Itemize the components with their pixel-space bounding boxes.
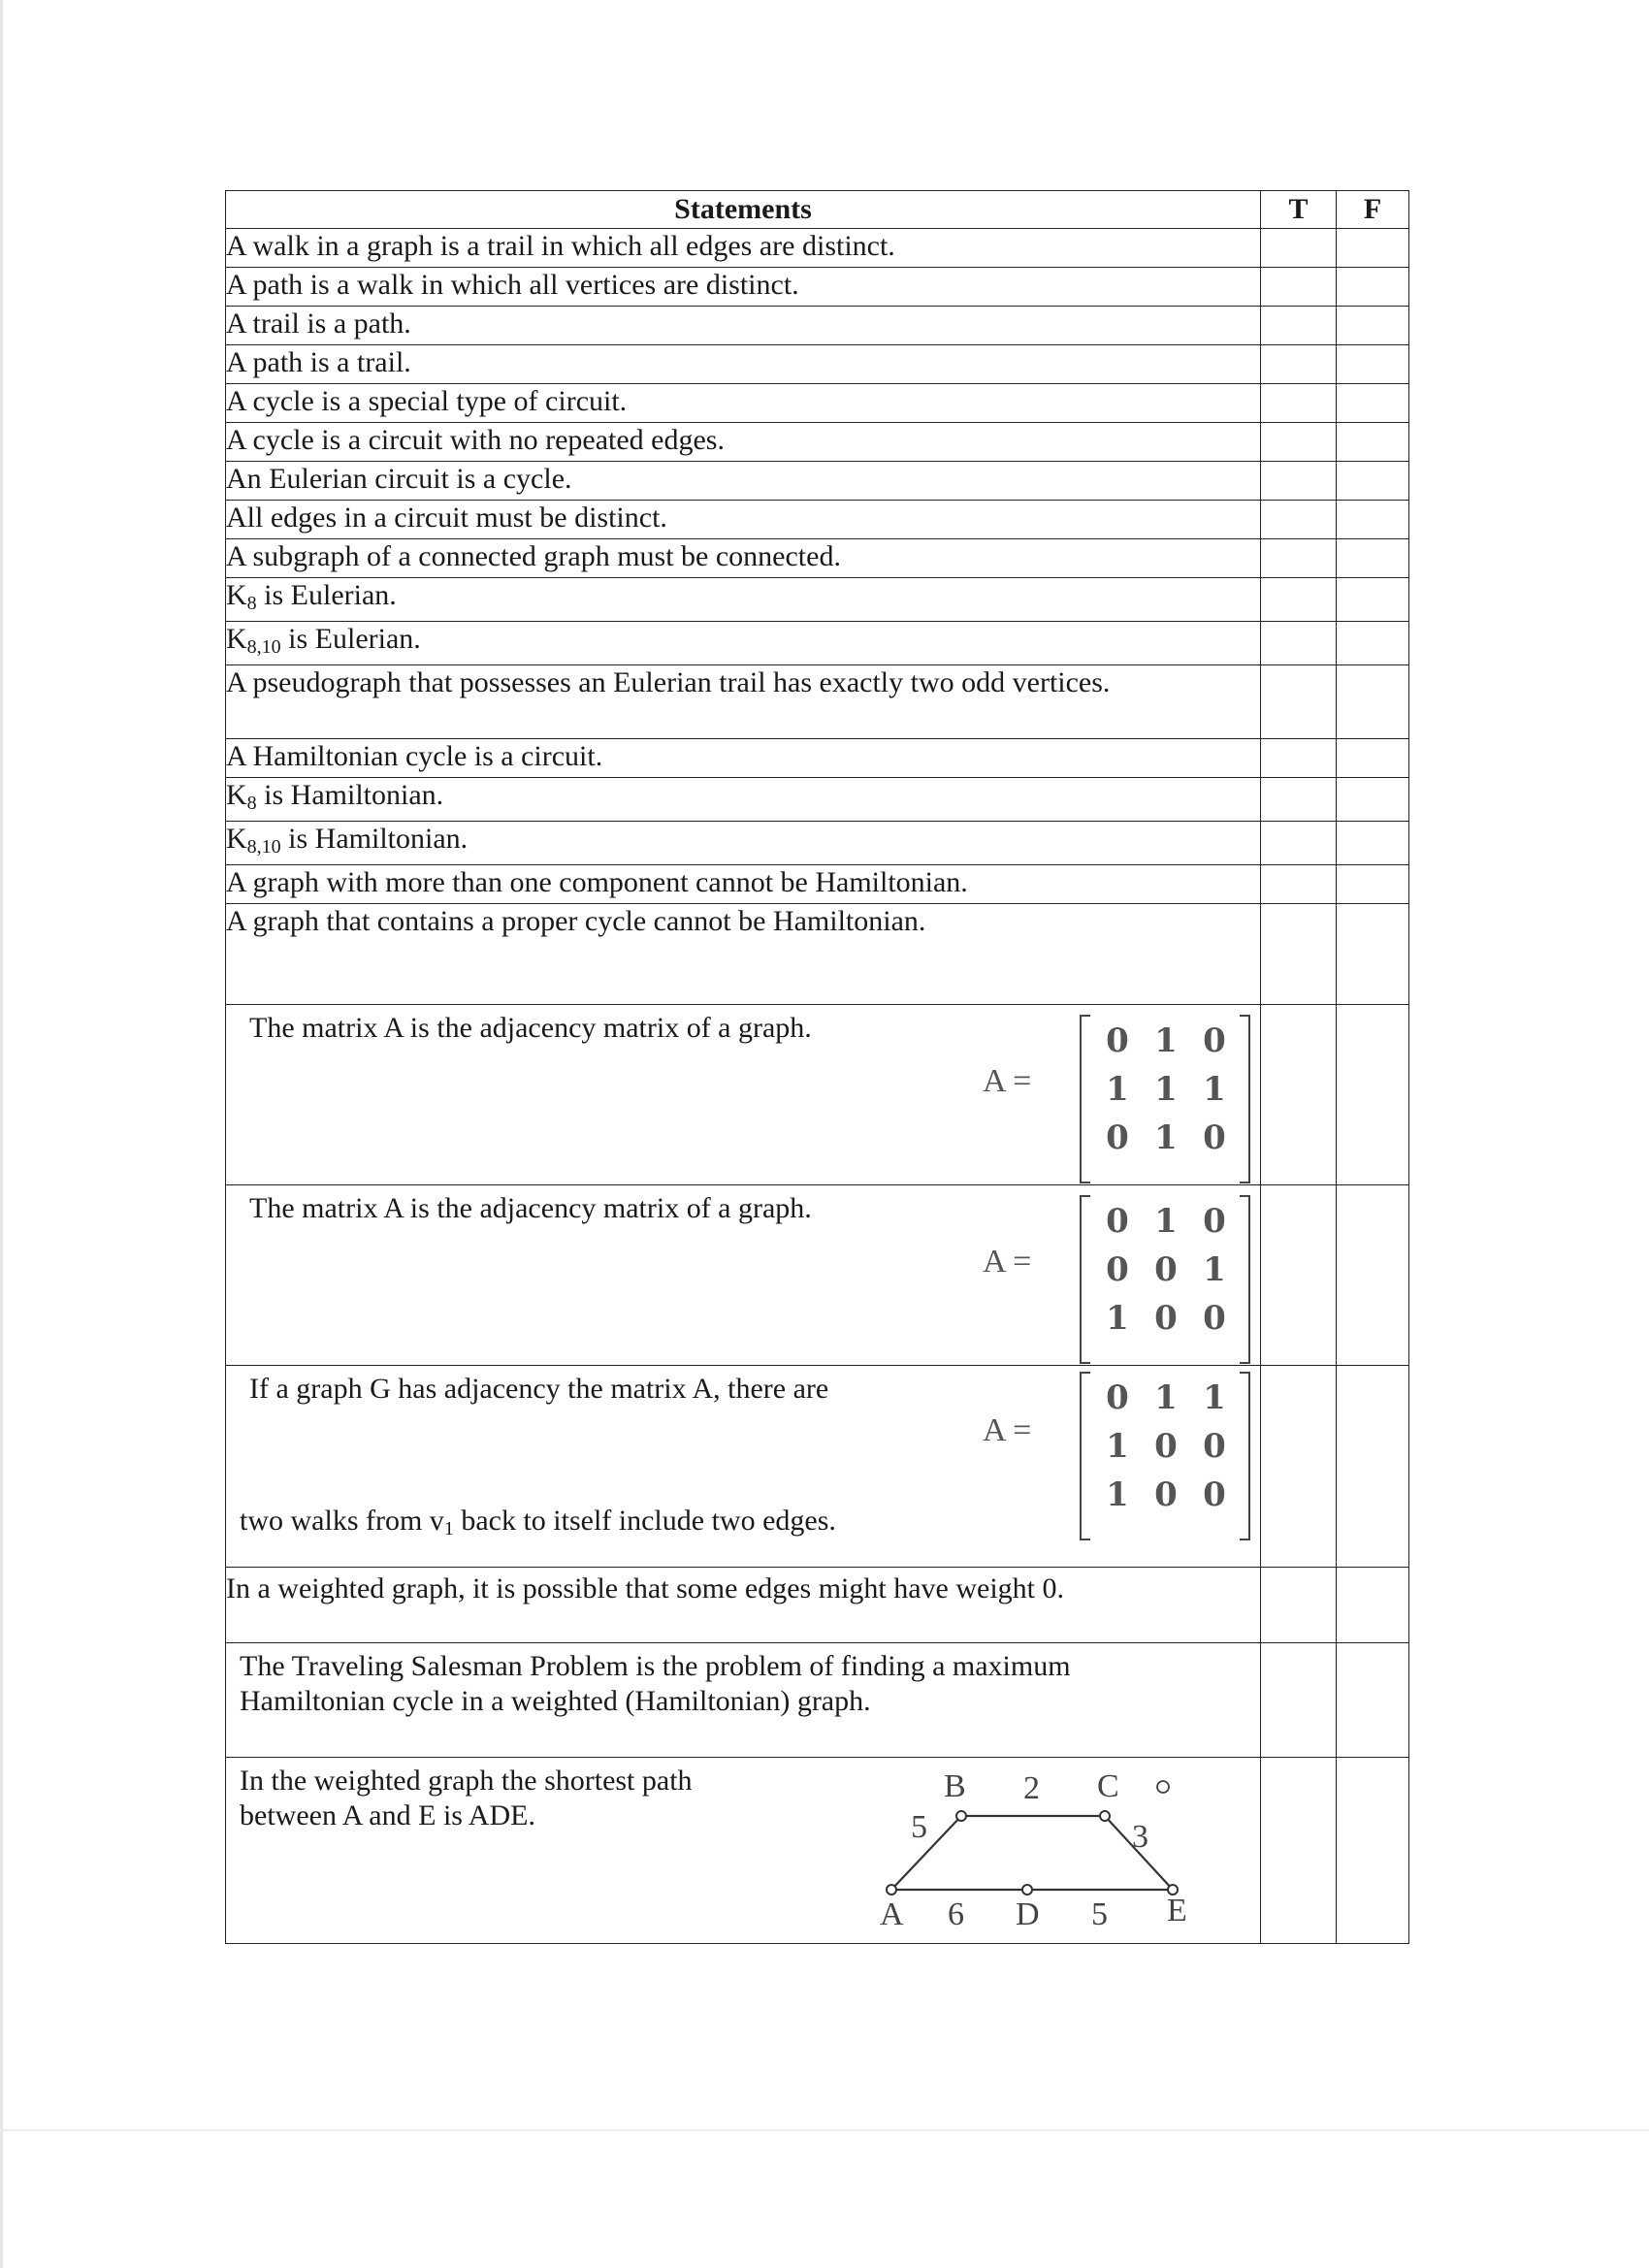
false-answer-cell[interactable]: [1337, 384, 1409, 423]
edge-weight-label: 5: [1091, 1896, 1108, 1932]
matrix-entries: [1093, 1203, 1239, 1337]
true-answer-cell[interactable]: [1261, 1005, 1337, 1185]
statement-row: [226, 268, 1409, 307]
k-symbol: K: [226, 779, 247, 811]
walks-text-pre: two walks from v: [240, 1505, 444, 1537]
matrix-entry: 1: [1154, 1021, 1178, 1060]
false-answer-cell[interactable]: [1337, 822, 1409, 865]
true-answer-cell[interactable]: [1261, 622, 1337, 665]
matrix-entry: 0: [1106, 1250, 1129, 1289]
true-answer-cell[interactable]: [1261, 778, 1337, 822]
true-answer-cell[interactable]: [1261, 1643, 1337, 1758]
matrix-statement-row: [226, 1005, 1409, 1185]
matrix-entry: 0: [1106, 1118, 1129, 1157]
statement-text: All edges in a circuit must be distinct.: [226, 501, 1261, 539]
edge-weight-label: 3: [1132, 1819, 1148, 1855]
false-answer-cell[interactable]: [1337, 1005, 1409, 1185]
false-answer-cell[interactable]: [1337, 1758, 1409, 1944]
statement-row: [226, 1643, 1409, 1758]
true-answer-cell[interactable]: [1261, 822, 1337, 865]
statement-row: [226, 822, 1409, 865]
statement-row: [226, 229, 1409, 268]
statement-row: [226, 539, 1409, 578]
matrix-statement-row: [226, 1366, 1409, 1568]
vertex-b: [956, 1811, 966, 1821]
walks-text-post: back to itself include two edges.: [453, 1505, 836, 1537]
statement-text: A path is a trail.: [226, 345, 1261, 384]
scan-line: [0, 2129, 1649, 2131]
matrix-entry: 1: [1106, 1475, 1129, 1514]
statement-text: A trail is a path.: [226, 307, 1261, 345]
true-answer-cell[interactable]: [1261, 1366, 1337, 1568]
statement-row: [226, 307, 1409, 345]
true-answer-cell[interactable]: [1261, 229, 1337, 268]
statement-text: In the weighted graph the shortest path between A and E is ADE.: [240, 1765, 693, 1831]
true-answer-cell[interactable]: [1261, 539, 1337, 578]
adjacency-matrix: [1080, 1372, 1250, 1537]
false-answer-cell[interactable]: [1337, 739, 1409, 778]
edge-weight-label: 6: [948, 1896, 964, 1932]
k-symbol: K: [226, 623, 247, 655]
false-answer-cell[interactable]: [1337, 865, 1409, 904]
true-answer-cell[interactable]: [1261, 865, 1337, 904]
false-answer-cell[interactable]: [1337, 501, 1409, 539]
statement-row: [226, 384, 1409, 423]
vertex-c: [1100, 1811, 1110, 1821]
statement-text: A cycle is a special type of circuit.: [226, 384, 1261, 423]
false-answer-cell[interactable]: [1337, 578, 1409, 622]
matrix-left-bracket: [1080, 1195, 1090, 1364]
matrix-entry: 0: [1203, 1118, 1226, 1157]
matrix-entry: 1: [1154, 1378, 1178, 1417]
matrix-entry: 0: [1203, 1475, 1226, 1514]
statement-row: [226, 345, 1409, 384]
false-answer-cell[interactable]: [1337, 665, 1409, 739]
true-answer-cell[interactable]: [1261, 462, 1337, 501]
matrix-entry: 0: [1154, 1427, 1178, 1466]
matrix-entry: 1: [1106, 1299, 1129, 1338]
statement-text: A path is a walk in which all vertices are distinct.: [226, 268, 1261, 307]
statement-text: An Eulerian circuit is a cycle.: [226, 462, 1261, 501]
vertex-label: C: [1097, 1768, 1119, 1804]
true-answer-cell[interactable]: [1261, 1568, 1337, 1643]
statement-row: [226, 904, 1409, 1005]
statement-rest: is Hamiltonian.: [256, 779, 444, 811]
matrix-entry: 0: [1203, 1021, 1226, 1060]
matrix-right-bracket: [1240, 1372, 1250, 1540]
true-answer-cell[interactable]: [1261, 1185, 1337, 1366]
statement-cell: [226, 1005, 1261, 1185]
false-answer-cell[interactable]: [1337, 1643, 1409, 1758]
matrix-left-bracket: [1080, 1015, 1090, 1183]
matrix-right-bracket: [1240, 1015, 1250, 1183]
vertex-label: D: [1016, 1896, 1040, 1932]
matrix-entry: 1: [1154, 1202, 1178, 1241]
matrix-entry: 1: [1203, 1378, 1226, 1417]
statement-row: [226, 578, 1409, 622]
false-answer-cell[interactable]: [1337, 904, 1409, 1005]
statement-text: [226, 665, 1261, 739]
statement-text: [226, 578, 1261, 622]
statement-text: A subgraph of a connected graph must be connected.: [226, 539, 1261, 578]
statement-row: [226, 462, 1409, 501]
matrix-entry: 1: [1154, 1118, 1178, 1157]
statement-text: In a weighted graph, it is possible that some edges might have weight 0.: [226, 1568, 1261, 1643]
vertex-label: A: [880, 1896, 904, 1932]
edge-weight-label: 2: [1023, 1770, 1040, 1806]
matrix-entries: [1093, 1379, 1239, 1513]
true-answer-cell[interactable]: [1261, 307, 1337, 345]
adjacency-matrix: [1080, 1015, 1250, 1180]
statement-rest: is Eulerian.: [280, 623, 421, 655]
false-answer-cell[interactable]: [1337, 229, 1409, 268]
adjacency-matrix: [1080, 1195, 1250, 1360]
matrix-statement-row: [226, 1185, 1409, 1366]
statement-text: The Traveling Salesman Problem is the problem of finding a maximum Hamiltonian cycle in a weighted (Hamiltonian) graph.: [226, 1643, 1261, 1758]
false-answer-cell[interactable]: [1337, 345, 1409, 384]
statement-text-continued: [240, 1504, 836, 1546]
statement-cell: [226, 1758, 1261, 1944]
true-answer-cell[interactable]: [1261, 345, 1337, 384]
true-answer-cell[interactable]: [1261, 268, 1337, 307]
matrix-label: A =: [983, 1412, 1032, 1448]
statement-text: A walk in a graph is a trail in which all edges are distinct.: [226, 229, 1261, 268]
matrix-entry: 1: [1203, 1070, 1226, 1109]
vertex-subscript: 1: [443, 1518, 454, 1539]
vertex-label: B: [944, 1768, 966, 1804]
statement-cell: [226, 1366, 1261, 1568]
matrix-entry: 0: [1154, 1299, 1178, 1338]
true-false-table: [225, 190, 1409, 1944]
false-answer-cell[interactable]: [1337, 462, 1409, 501]
true-answer-cell[interactable]: [1261, 384, 1337, 423]
true-header: T: [1261, 191, 1337, 229]
statement-row: [226, 622, 1409, 665]
statement-text: [226, 778, 1261, 822]
matrix-entry: 1: [1154, 1070, 1178, 1109]
matrix-entries: [1093, 1022, 1239, 1156]
statement-text: If a graph G has adjacency the matrix A, there are: [249, 1373, 829, 1405]
false-answer-cell[interactable]: [1337, 307, 1409, 345]
matrix-entry: 0: [1106, 1021, 1129, 1060]
false-answer-cell[interactable]: [1337, 1568, 1409, 1643]
matrix-entry: 1: [1106, 1070, 1129, 1109]
pseudograph-text: A pseudograph that possesses an Eulerian trail has exactly two odd vertices.: [226, 666, 1111, 698]
statements-header: Statements: [226, 191, 1261, 229]
false-answer-cell[interactable]: [1337, 539, 1409, 578]
k-symbol: K: [226, 579, 247, 611]
matrix-left-bracket: [1080, 1372, 1090, 1540]
matrix-entry: 0: [1203, 1299, 1226, 1338]
matrix-entry: 0: [1203, 1202, 1226, 1241]
matrix-entry: 1: [1203, 1250, 1226, 1289]
false-answer-cell[interactable]: [1337, 778, 1409, 822]
matrix-label: A =: [983, 1244, 1032, 1280]
matrix-entry: 0: [1203, 1427, 1226, 1466]
matrix-label: A =: [983, 1063, 1032, 1099]
statement-rest: is Hamiltonian.: [280, 823, 469, 855]
stray-circle-mark: [1157, 1781, 1169, 1793]
vertex-label: E: [1167, 1893, 1187, 1928]
statement-row: [226, 778, 1409, 822]
statement-text: [226, 622, 1261, 665]
true-answer-cell[interactable]: [1261, 665, 1337, 739]
true-answer-cell[interactable]: [1261, 739, 1337, 778]
true-answer-cell[interactable]: [1261, 578, 1337, 622]
false-answer-cell[interactable]: [1337, 1366, 1409, 1568]
false-answer-cell[interactable]: [1337, 1185, 1409, 1366]
matrix-entry: 0: [1154, 1250, 1178, 1289]
k-subscript: 8,10: [246, 636, 281, 658]
matrix-entry: 1: [1106, 1427, 1129, 1466]
matrix-entry: 0: [1106, 1378, 1129, 1417]
statement-row: [226, 423, 1409, 462]
matrix-entry: 0: [1154, 1475, 1178, 1514]
true-answer-cell[interactable]: [1261, 423, 1337, 462]
statement-text: A Hamiltonian cycle is a circuit.: [226, 739, 1261, 778]
false-answer-cell[interactable]: [1337, 423, 1409, 462]
weighted-graph: [880, 1758, 1235, 1944]
false-answer-cell[interactable]: [1337, 268, 1409, 307]
k-symbol: K: [226, 823, 247, 855]
k-subscript: 8: [246, 593, 257, 614]
false-answer-cell[interactable]: [1337, 622, 1409, 665]
statement-row: [226, 739, 1409, 778]
statement-text: A graph with more than one component cannot be Hamiltonian.: [226, 865, 1261, 904]
k-subscript: 8: [246, 793, 257, 814]
statement-row: [226, 865, 1409, 904]
statement-text: [226, 822, 1261, 865]
vertex-d: [1022, 1885, 1032, 1895]
k-subscript: 8,10: [246, 836, 281, 858]
statement-cell: [226, 1185, 1261, 1366]
true-answer-cell[interactable]: [1261, 904, 1337, 1005]
edge-weight-label: 5: [911, 1809, 927, 1845]
matrix-entry: 0: [1106, 1202, 1129, 1241]
true-answer-cell[interactable]: [1261, 501, 1337, 539]
statement-text: A graph that contains a proper cycle cannot be Hamiltonian.: [226, 904, 1261, 1005]
statement-text: A cycle is a circuit with no repeated edges.: [226, 423, 1261, 462]
graph-statement-row: [226, 1758, 1409, 1944]
false-header: F: [1337, 191, 1409, 229]
vertex-a: [887, 1885, 896, 1895]
statement-text: The matrix A is the adjacency matrix of a graph.: [249, 1192, 812, 1224]
scan-edge: [0, 0, 3, 2268]
matrix-right-bracket: [1240, 1195, 1250, 1364]
true-answer-cell[interactable]: [1261, 1758, 1337, 1944]
statement-row: [226, 501, 1409, 539]
statement-row: [226, 1568, 1409, 1643]
statement-rest: is Eulerian.: [256, 579, 397, 611]
header-row: [226, 191, 1409, 229]
statement-row: [226, 665, 1409, 739]
statement-text: The matrix A is the adjacency matrix of a graph.: [249, 1012, 812, 1044]
